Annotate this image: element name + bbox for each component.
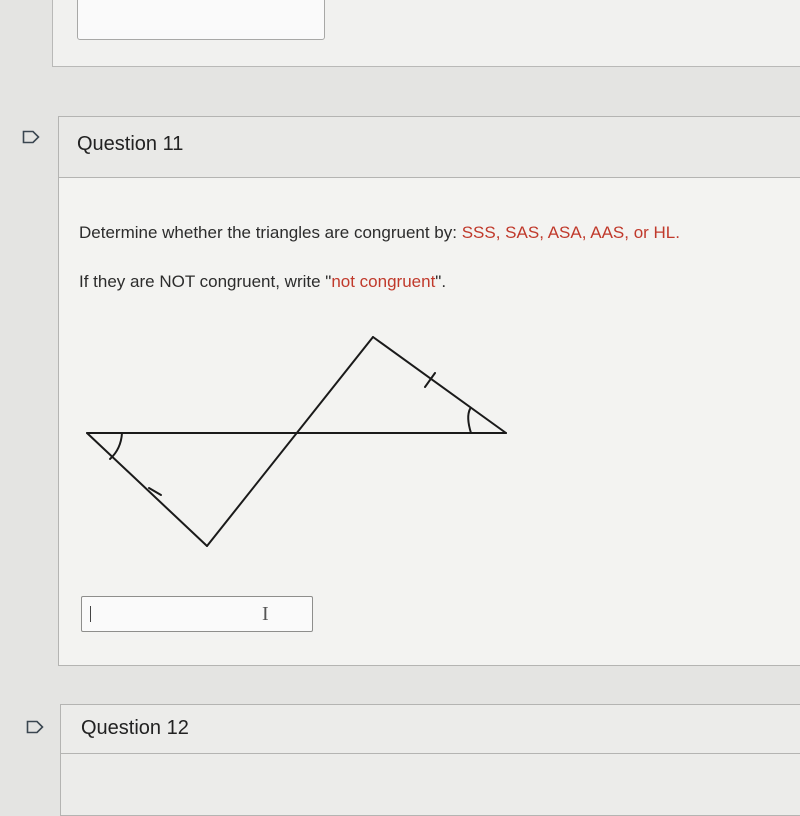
question-11-card — [58, 116, 800, 666]
transversal-segment — [207, 337, 373, 546]
previous-question-card — [52, 0, 800, 67]
right-triangle-side — [373, 337, 506, 433]
not-congruent-emphasis: not congruent — [331, 272, 436, 291]
text-caret — [90, 606, 91, 622]
i-beam-cursor-icon: I — [262, 603, 269, 625]
prompt-text: ". — [435, 272, 447, 291]
congruence-options: SSS, SAS, ASA, AAS, or HL. — [461, 223, 680, 242]
right-angle-mark — [468, 409, 471, 433]
prompt-text: If they are NOT congruent, write " — [79, 272, 332, 291]
flag-icon[interactable] — [26, 720, 44, 734]
question-title: Question 12 — [81, 717, 189, 739]
flag-icon[interactable] — [22, 130, 40, 144]
question-12-card — [60, 704, 800, 816]
prompt-text: Determine whether the triangles are congruent by: — [79, 223, 462, 242]
header-divider — [61, 753, 800, 754]
previous-answer-input[interactable] — [77, 0, 325, 40]
triangle-diagram — [59, 117, 800, 665]
left-triangle-side — [87, 433, 207, 546]
answer-input[interactable] — [81, 596, 313, 632]
question-title: Question 11 — [77, 133, 184, 155]
